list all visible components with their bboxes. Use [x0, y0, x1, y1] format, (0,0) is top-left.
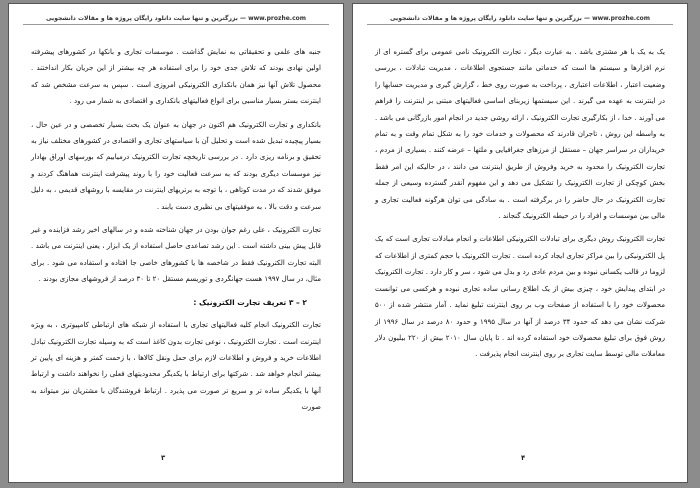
paragraph: تجارت الکترونیک روش دیگری برای تبادلات الکترونیکی اطلاعات و انجام مبادلات تجاری است که یک پل الکترونیکی را بین مراکز تجاری ایجاد کرده است . تجارت الکترونیک با حجم کمتری از اطلاعات که لزوما در قالب یکسانی نبوده و بین مردم عادی رد و بدل می شود ، سر و کار دارد . تجارت الکترونیک در ابتدای پیدایش خود ، چیزی بیش از یک اطلاع رسانی ساده تجاری نبوده و هرکسی می توانست محصولات خود را با استفاده از صفحات وب بر روی اینترنت تبلیغ نماید . آمار منتشر شده از ۵۰۰ شرکت نشان می دهد که حدود ۳۴ درصد از آنها در سال ۱۹۹۵ و حدود ۸۰ درصد در سال ۱۹۹۶ از روش فوق برای تبلیغ محصولات خود استفاده کرده اند . تا پایان سال ۲۰۱۰ بیش از ۲۲۰ بیلیون دلار معاملات مالی توسط سایت تجاری بر روی اینترنت انجام پذیرفت .: [375, 235, 666, 359]
page-number: ۴: [521, 454, 526, 462]
right-page: [352, 3, 688, 483]
paragraph: یک به یک با هر مشتری باشد . به عبارت دیگر ، تجارت الکترونیک نامی عمومی برای گستره ای از نرم افزارها و سیستم ها است که خدماتی مانند جستجوی اطلاعات ، مدیریت تبادلات ، بررسی وضعیت اعتبار ، اطلاعات اعتباری ، پرداخت به صورت روی خط ، گزارش گیری و مدیریت حسابها را در اینترنت به عهده می گیرند . این سیستمها زیربنای اساسی فعالیتهای مبتنی بر اینترنت را فراهم می آورند . خدا ، از بکارگیری تجارت الکترونیک ، ارائه روشی جدید در انجام امور بازرگانی می باشد . به واسطه این روش ، تاجران قادرند که محصولات و خدمات خود را به شکل تمام وقت و به تمام خریداران در سراسر جهان – مستقل از مرزهای جغرافیایی و ملتها – عرضه کنند . بسیاری از مردم ، تجارت الکترونیک را محدود به خرید وفروش از طریق اینترنت می دانند ، در حالیکه این امر فقط بخش کوچکی از تجارت الکترونیک را تشکیل می دهد و این مفهوم آنقدر گسترده وسیعی از جمله تجارت الکترونیک در حال حاضر را در برگرفته است . به سادگی می توان هرگونه فعالیت تجاری و مالی بین موسسات و افراد را در حیطه الکترونیک گنجاند .: [375, 48, 665, 221]
paragraph: تجارت الکترونیک ، علی رغم جوان بودن در جهان شناخته شده و در سالهای اخیر رشد فزاینده و غیر قابل پیش بینی داشته است . این رشد تصاعدی حاصل استفاده از یک ابزار ، یعنی اینترنت می باشد . البته تجارت الکترونیک فقط در شاخصه ها یا کشورهای خاصی جا افتاده و استفاده می شود . برای مثال، در سال ۱۹۹۷ هست جهانگردی و توریسم مستقل ۲۰ تا ۳۰ درصد از فروشهای مجازی بودند .: [31, 226, 321, 284]
page-header: www.prozhe.com — بزرگترین و تنها سایت دانلود رایگان پروژه ها و مقالات دانشجویی: [367, 15, 673, 25]
page-body: [375, 44, 665, 370]
page-number: ۳: [161, 454, 166, 462]
page-body: [31, 44, 321, 423]
page-header: www.prozhe.com — بزرگترین و تنها سایت دانلود رایگان پروژه ها و مقالات دانشجویی: [23, 15, 329, 25]
paragraph: بانکداری و تجارت الکترونیک هم اکنون در جهان به عنوان یک بحث بسیار تخصصی و در عین حال ، بسیار پیچیده تبدیل شده است و تحلیل آن با سیاستهای تجاری و اقتصادی در کشورهای مختلف نیاز به تحقیق و برنامه ریزی دارد . در بررسی تاریخچه تجارت الکترونیک درمیابیم که بورسهای اوراق بهادار نیز موسسات دیگری بودند که به سرعت فعالیت خود را با روند پیشرفت اینترنت هماهنگ کردند و موفق شدند که در مدت کوتاهی ، با توجه به برتریهای اینترنت در مقایسه با روشهای قدیمی ، به دلیل سرعت و دقت بالا ، به موفقیتهای بی نظیری دست یابند .: [31, 120, 321, 211]
section-heading: ۲ – ۳ تعریف تجارت الکترونیک :: [193, 297, 307, 307]
left-page: [8, 3, 344, 483]
paragraph: تجارت الکترونیک انجام کلیه فعالیتهای تجاری با استفاده از شبکه های ارتباطی کامپیوتری ، به ویژه اینترنت است . تجارت الکترونیک ، نوعی تجارت بدون کاغذ است که به وسیله تجارت الکترونیک تبادل اطلاعات خرید و فروش و اطلاعات لازم برای حمل ونقل کالاها ، با زحمت کمتر و هزینه ای پایین تر بیشتر انجام خواهد شد . شرکتها برای ارتباط با یکدیگر محدودیتهای فعلی را نخواهند داشت و ارتباط آنها با یکدیگر ساده تر و سریع تر صورت می پذیرد . ارتباط فروشندگان با مشتریان نیز میتواند به صورت: [31, 321, 321, 412]
paragraph: جنبه های علمی و تحقیقاتی به نمایش گذاشت . موسسات تجاری و بانکها در کشورهای پیشرفته اولین نهادی بودند که تلاش جدی خود را برای استفاده هر چه بیشتر از این جریان بکار انداختند . محصول تلاش آنها نیز همان بانکداری الکترونیکی امروزی است . سپس به سرعت مشخص شد که اینترنت بستر بسیار مناسبی برای انواع فعالیتهای بانکداری و اقتصادی به شمار می رود .: [31, 48, 321, 106]
